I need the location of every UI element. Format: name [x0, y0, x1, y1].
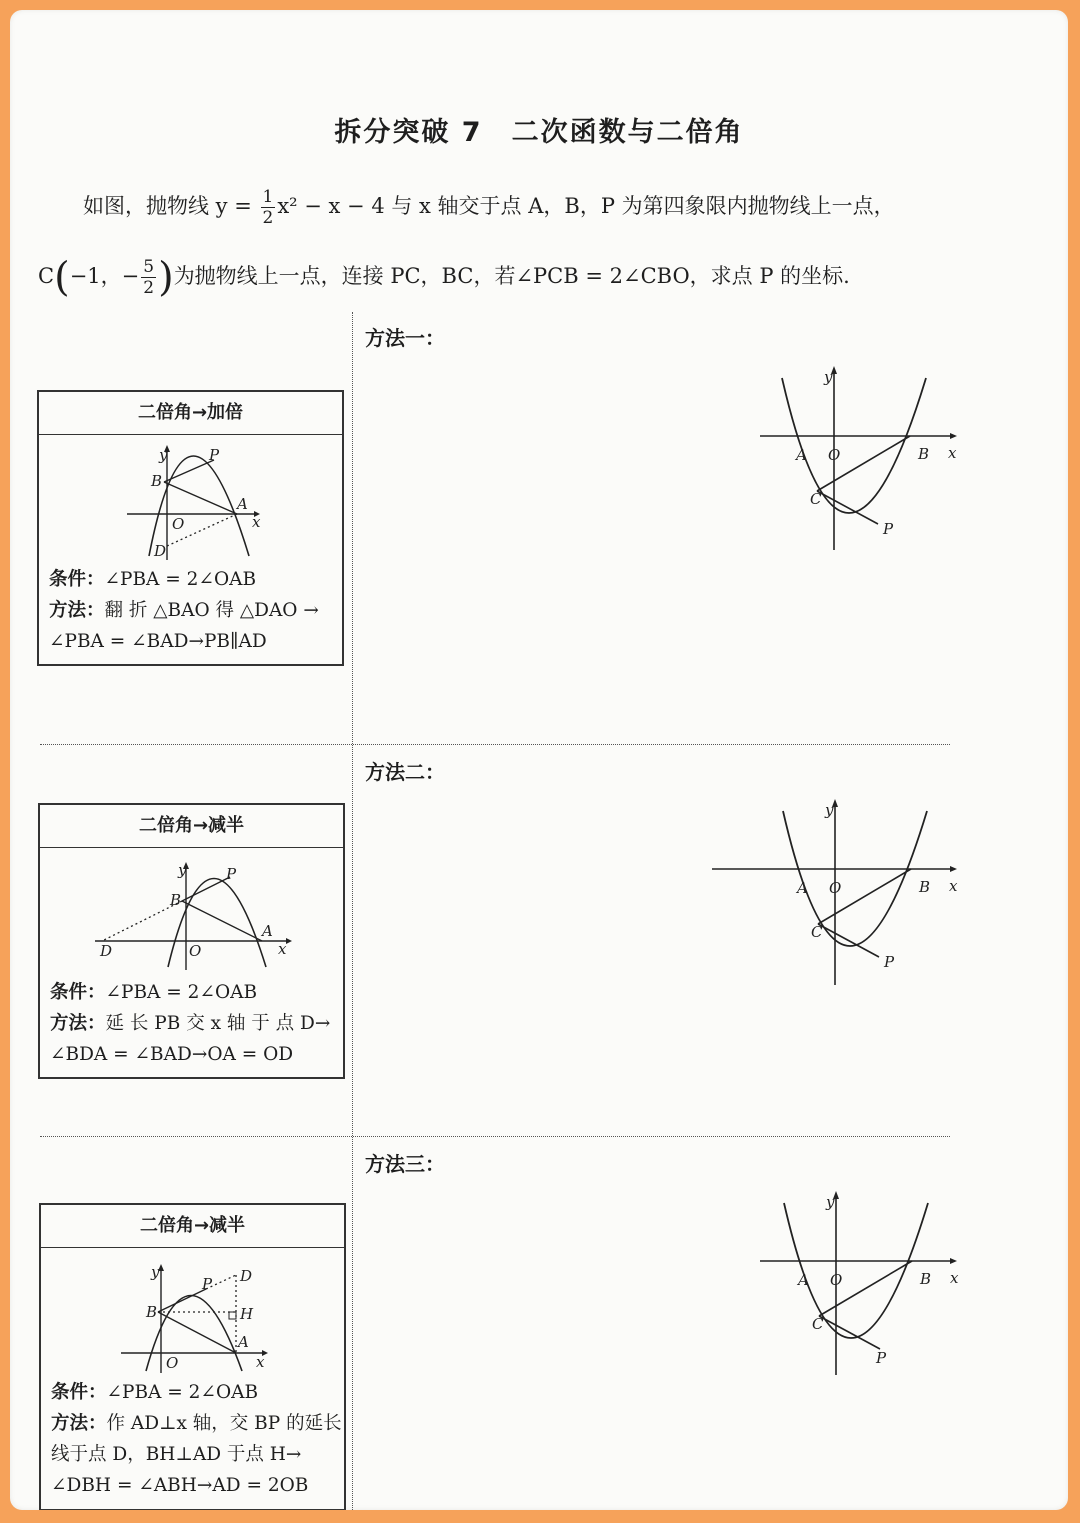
tip-method-cont: ∠DBH = ∠ABH→AD = 2OB	[51, 1475, 309, 1496]
column-divider	[352, 312, 353, 1510]
tip-method-cont: 线于点 D，BH⊥AD 于点 H→	[51, 1444, 302, 1465]
label-y: y	[178, 861, 187, 879]
tip-box-title: 二倍角→减半	[40, 805, 343, 848]
parabola-curve	[168, 879, 266, 968]
segment-ba	[158, 1312, 236, 1353]
label-p: P	[209, 446, 220, 464]
method-label: 方法：	[51, 1413, 107, 1434]
condition-label: 条件：	[51, 1382, 107, 1403]
label-a: A	[798, 1271, 809, 1289]
problem-line-2	[38, 254, 850, 301]
method-text: 延 长 PB 交 x 轴 于 点 D→	[105, 1013, 331, 1034]
tip-condition	[49, 564, 256, 595]
segment-cp	[817, 491, 878, 524]
point-c-coords: −1，−	[69, 264, 140, 288]
problem-text: 如图，抛物线 y =	[83, 194, 259, 218]
label-p: P	[876, 1349, 887, 1367]
condition-text: ∠PBA = 2∠OAB	[104, 569, 257, 590]
tip-box-title: 二倍角→加倍	[39, 392, 342, 435]
condition-text: ∠PBA = 2∠OAB	[106, 1382, 259, 1403]
segment-ba	[164, 482, 237, 514]
label-x: x	[256, 1353, 265, 1371]
label-h: H	[240, 1305, 254, 1323]
fraction-half	[261, 187, 276, 228]
label-a: A	[796, 446, 807, 464]
label-x: x	[252, 513, 261, 531]
parabola-curve	[149, 456, 249, 556]
right-paren: )	[158, 254, 174, 301]
fraction-denominator: 2	[262, 208, 274, 228]
segment-cp	[818, 924, 879, 957]
label-y: y	[824, 368, 833, 386]
method-text: 翻 折 △BAO 得 △DAO →	[104, 600, 319, 621]
label-b: B	[146, 1303, 158, 1321]
x-arrow-icon	[286, 938, 292, 944]
method-label: 方法：	[50, 1013, 106, 1034]
tip-box-halve-1	[38, 803, 345, 1079]
point-c-label: C	[38, 264, 55, 288]
label-o: O	[172, 515, 185, 533]
parabola-figure-2	[710, 793, 960, 988]
worksheet-page	[10, 10, 1068, 1510]
label-y: y	[159, 446, 168, 464]
tip-figure-1	[119, 442, 269, 564]
segment-bp	[164, 460, 214, 482]
section-divider	[40, 744, 950, 745]
problem-line-1	[83, 187, 895, 228]
x-arrow-icon	[950, 866, 957, 872]
problem-text: 为抛物线上一点，连接 PC，BC，若∠PCB = 2∠CBO，求点 P 的坐标.	[173, 264, 850, 288]
tip-method	[49, 595, 319, 626]
tip-method-cont: ∠BDA = ∠BAD→OA = OD	[50, 1044, 294, 1065]
fraction-five-halves	[141, 257, 156, 298]
tip-method-cont: ∠PBA = ∠BAD→PB∥AD	[49, 631, 267, 652]
method-3-label: 方法三：	[365, 1152, 445, 1176]
label-b: B	[170, 891, 182, 909]
label-o: O	[189, 942, 202, 960]
tip-condition	[51, 1377, 258, 1408]
label-b: B	[918, 445, 930, 463]
label-o: O	[166, 1354, 179, 1372]
tip-figure-2	[90, 855, 300, 970]
label-p: P	[226, 865, 237, 883]
segment-cp	[819, 1316, 880, 1349]
label-a: A	[262, 922, 273, 940]
label-y: y	[825, 801, 834, 819]
method-label: 方法：	[49, 600, 105, 621]
label-a: A	[797, 879, 808, 897]
method-text: 作 AD⊥x 轴，交 BP 的延长	[106, 1413, 342, 1434]
condition-label: 条件：	[49, 569, 105, 590]
label-o: O	[828, 446, 841, 464]
label-o: O	[829, 879, 842, 897]
page-title: 拆分突破 7 二次函数与二倍角	[334, 117, 744, 148]
parabola-figure-3	[750, 1185, 960, 1380]
label-d: D	[154, 542, 167, 560]
label-b: B	[151, 472, 163, 490]
label-x: x	[950, 1269, 959, 1287]
tip-method	[51, 1408, 342, 1439]
label-d: D	[100, 942, 113, 960]
right-angle-mark	[229, 1312, 236, 1319]
label-x: x	[948, 444, 957, 462]
label-d: D	[240, 1267, 253, 1285]
label-b: B	[919, 878, 931, 896]
fraction-denominator: 2	[143, 278, 155, 298]
label-x: x	[278, 940, 287, 958]
label-p: P	[883, 520, 894, 538]
method-2-label: 方法二：	[365, 760, 445, 784]
fraction-numerator: 5	[143, 257, 155, 277]
label-a: A	[237, 495, 248, 513]
tip-box-double	[37, 390, 344, 666]
segment-bp	[158, 1289, 206, 1312]
label-p: P	[202, 1275, 213, 1293]
left-paren: (	[54, 254, 70, 301]
label-c: C	[811, 923, 823, 941]
label-y: y	[826, 1193, 835, 1211]
parabola-figure-1	[750, 360, 960, 555]
label-p: P	[884, 953, 895, 971]
tip-box-title: 二倍角→减半	[41, 1205, 344, 1248]
section-divider	[40, 1136, 950, 1137]
method-1-label: 方法一：	[365, 326, 445, 350]
tip-condition	[50, 977, 257, 1008]
condition-text: ∠PBA = 2∠OAB	[105, 982, 258, 1003]
label-o: O	[830, 1271, 843, 1289]
label-x: x	[949, 877, 958, 895]
tip-method	[50, 1008, 330, 1039]
label-b: B	[920, 1270, 932, 1288]
label-c: C	[812, 1315, 824, 1333]
label-c: C	[810, 490, 822, 508]
label-y: y	[151, 1263, 160, 1281]
x-arrow-icon	[950, 433, 957, 439]
label-a: A	[238, 1333, 249, 1351]
x-arrow-icon	[950, 1258, 957, 1264]
condition-label: 条件：	[50, 982, 106, 1003]
problem-text: x² − x − 4 与 x 轴交于点 A，B，P 为第四象限内抛物线上一点，	[277, 194, 895, 218]
tip-figure-3	[116, 1255, 276, 1375]
tip-box-halve-2	[39, 1203, 346, 1510]
fraction-numerator: 1	[262, 187, 274, 207]
